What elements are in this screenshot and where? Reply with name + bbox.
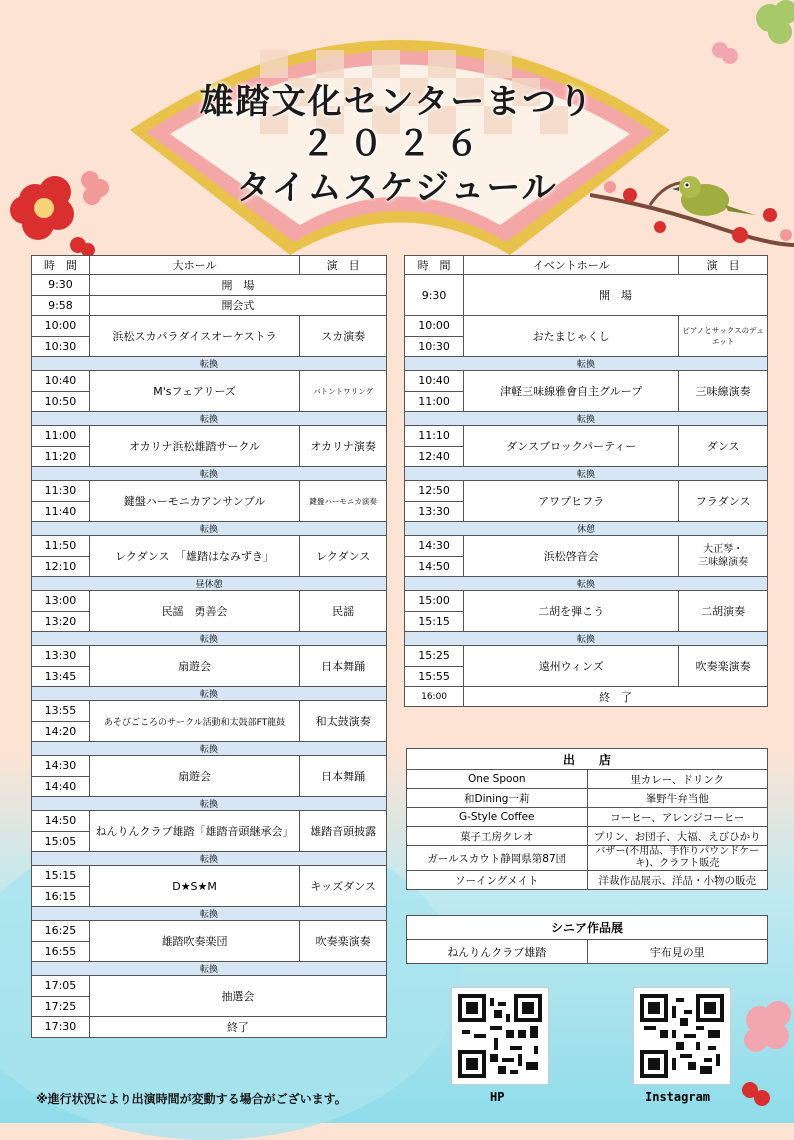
performer-name: 浜松スカパラダイスオーケストラ bbox=[89, 316, 299, 357]
transition-row bbox=[405, 467, 768, 481]
transition-label: 転換 bbox=[405, 357, 768, 371]
start-time: 13:00 bbox=[32, 591, 90, 612]
transition-row bbox=[32, 467, 387, 481]
start-time: 12:50 bbox=[405, 481, 464, 502]
schedule-row bbox=[405, 536, 768, 557]
transition-label: 転換 bbox=[405, 577, 768, 591]
start-time: 13:30 bbox=[32, 646, 90, 667]
performer-name: 扇遊会 bbox=[89, 756, 299, 797]
transition-row bbox=[405, 412, 768, 426]
start-time: 15:25 bbox=[405, 646, 464, 667]
end-time: 12:40 bbox=[405, 446, 464, 467]
transition-label: 転換 bbox=[32, 852, 387, 866]
shop-items: 峯野牛弁当他 bbox=[587, 789, 768, 808]
performer-name: 津軽三味線雅會自主グループ bbox=[464, 371, 679, 412]
shop-row bbox=[407, 871, 768, 890]
start-time: 13:55 bbox=[32, 701, 90, 722]
transition-label: 転換 bbox=[32, 357, 387, 371]
schedule-row bbox=[405, 591, 768, 612]
shop-name: G-Style Coffee bbox=[407, 808, 588, 827]
senior-exhibition-table bbox=[406, 915, 768, 964]
transition-label: 転換 bbox=[32, 742, 387, 756]
start-time: 14:30 bbox=[405, 536, 464, 557]
start-time: 11:30 bbox=[32, 481, 90, 502]
hall-header: 大ホール bbox=[89, 256, 299, 275]
schedule-row bbox=[405, 316, 768, 337]
program-name: 雄踏音頭披露 bbox=[300, 811, 387, 852]
schedule-change-note: ※進行状況により出演時間が変動する場合がございます。 bbox=[36, 1092, 347, 1106]
time-header: 時 間 bbox=[405, 256, 464, 275]
transition-row bbox=[32, 962, 387, 976]
program-name: レクダンス bbox=[300, 536, 387, 577]
start-time: 9:30 bbox=[32, 275, 90, 296]
performer-name: ダンスブロックパーティー bbox=[464, 426, 679, 467]
end-time: 13:30 bbox=[405, 501, 464, 522]
schedule-row bbox=[32, 275, 387, 296]
schedule-row bbox=[32, 701, 387, 722]
transition-row bbox=[32, 687, 387, 701]
performer-name: オカリナ浜松雄踏サークル bbox=[89, 426, 299, 467]
instagram-label: Instagram bbox=[645, 1090, 711, 1104]
program-name: バトントワリング bbox=[300, 371, 387, 412]
performer-name: 雄踏吹奏楽団 bbox=[89, 921, 299, 962]
transition-row bbox=[405, 632, 768, 646]
start-time: 9:58 bbox=[32, 295, 90, 316]
schedule-row bbox=[32, 921, 387, 942]
shop-name: 和Dining一莉 bbox=[407, 789, 588, 808]
transition-label: 転換 bbox=[405, 412, 768, 426]
shop-header-row bbox=[407, 749, 768, 770]
program-name: 三味線演奏 bbox=[679, 371, 768, 412]
end-time: 10:30 bbox=[405, 336, 464, 357]
transition-label: 転換 bbox=[32, 632, 387, 646]
performer-name: 浜松啓音会 bbox=[464, 536, 679, 577]
schedule-row bbox=[405, 426, 768, 447]
start-time: 10:00 bbox=[405, 316, 464, 337]
performer-name: D★S★M bbox=[89, 866, 299, 907]
shop-row bbox=[407, 808, 768, 827]
title-line-2: ２０２６ bbox=[301, 124, 493, 164]
transition-label: 転換 bbox=[32, 797, 387, 811]
shop-items: 里カレー、ドリンク bbox=[587, 770, 768, 789]
instagram-qr-code[interactable] bbox=[633, 987, 731, 1085]
program-name: 日本舞踊 bbox=[300, 646, 387, 687]
schedule-row bbox=[32, 536, 387, 557]
plum-blossoms-right-top bbox=[680, 0, 794, 70]
end-time: 14:50 bbox=[405, 556, 464, 577]
program-name: ピアノとサックスのデュエット bbox=[679, 316, 768, 357]
schedule-row bbox=[405, 481, 768, 502]
end-time: 11:00 bbox=[405, 391, 464, 412]
start-time: 11:50 bbox=[32, 536, 90, 557]
senior-header: シニア作品展 bbox=[407, 916, 768, 940]
start-time: 16:00 bbox=[405, 687, 464, 707]
transition-row bbox=[32, 742, 387, 756]
transition-label: 転換 bbox=[32, 467, 387, 481]
program-name: 民謡 bbox=[300, 591, 387, 632]
plum-blossoms-bottom-right bbox=[720, 990, 794, 1123]
transition-row bbox=[32, 412, 387, 426]
transition-row bbox=[32, 907, 387, 921]
transition-row bbox=[32, 357, 387, 371]
transition-label: 転換 bbox=[32, 687, 387, 701]
start-time: 17:05 bbox=[32, 976, 90, 997]
start-time: 14:30 bbox=[32, 756, 90, 777]
hall-header: イベントホール bbox=[464, 256, 679, 275]
end-time: 15:05 bbox=[32, 831, 90, 852]
shop-name: ソーイングメイト bbox=[407, 871, 588, 890]
schedule-row bbox=[405, 646, 768, 667]
performer-name: 開 場 bbox=[464, 275, 768, 316]
shop-items: プリン、お団子、大福、えびひかり bbox=[587, 827, 768, 846]
start-time: 15:15 bbox=[32, 866, 90, 887]
performer-name: ねんりんクラブ雄踏「雄踏音頭継承会」 bbox=[89, 811, 299, 852]
event-hall-schedule-table bbox=[404, 255, 768, 707]
schedule-row bbox=[32, 591, 387, 612]
main-hall-schedule-table bbox=[31, 255, 387, 1038]
transition-row bbox=[32, 797, 387, 811]
schedule-row bbox=[32, 976, 387, 997]
performer-name: 遠州ウィンズ bbox=[464, 646, 679, 687]
shop-table bbox=[406, 748, 768, 890]
end-time: 12:10 bbox=[32, 556, 90, 577]
shop-name: ガールスカウト静岡県第87団 bbox=[407, 846, 588, 871]
start-time: 11:00 bbox=[32, 426, 90, 447]
performer-name: 抽選会 bbox=[89, 976, 386, 1017]
transition-label: 転換 bbox=[32, 962, 387, 976]
transition-row bbox=[405, 522, 768, 536]
schedule-row bbox=[32, 316, 387, 337]
program-header: 演 目 bbox=[300, 256, 387, 275]
transition-row bbox=[32, 852, 387, 866]
performer-name: 開会式 bbox=[89, 295, 386, 316]
shop-row bbox=[407, 789, 768, 808]
transition-label: 転換 bbox=[405, 632, 768, 646]
start-time: 16:25 bbox=[32, 921, 90, 942]
end-time: 11:40 bbox=[32, 501, 90, 522]
performer-name: 終 了 bbox=[464, 687, 768, 707]
transition-row bbox=[405, 357, 768, 371]
shop-row bbox=[407, 846, 768, 871]
schedule-row bbox=[405, 275, 768, 316]
performer-name: M'sフェアリーズ bbox=[89, 371, 299, 412]
hp-label: HP bbox=[490, 1090, 505, 1104]
start-time: 14:50 bbox=[32, 811, 90, 832]
program-name: 和太鼓演奏 bbox=[300, 701, 387, 742]
end-time: 16:55 bbox=[32, 941, 90, 962]
end-time: 15:15 bbox=[405, 611, 464, 632]
performer-name: 終了 bbox=[89, 1017, 386, 1038]
transition-label: 転換 bbox=[405, 467, 768, 481]
senior-group: ねんりんクラブ雄踏 bbox=[407, 940, 588, 964]
shop-name: One Spoon bbox=[407, 770, 588, 789]
schedule-row bbox=[32, 646, 387, 667]
end-time: 13:45 bbox=[32, 666, 90, 687]
performer-name: 扇遊会 bbox=[89, 646, 299, 687]
title-line-1: 雄踏文化センターまつり bbox=[199, 82, 595, 122]
end-time: 14:40 bbox=[32, 776, 90, 797]
program-name: キッズダンス bbox=[300, 866, 387, 907]
shop-header: 出 店 bbox=[407, 749, 768, 770]
performer-name: レクダンス 「雄踏はなみずき」 bbox=[89, 536, 299, 577]
end-time: 11:20 bbox=[32, 446, 90, 467]
program-name: ダンス bbox=[679, 426, 768, 467]
transition-row bbox=[32, 522, 387, 536]
end-time: 17:25 bbox=[32, 996, 90, 1017]
title-line-3: タイムスケジュール bbox=[236, 168, 558, 208]
program-name: 日本舞踊 bbox=[300, 756, 387, 797]
senior-venue: 宇布見の里 bbox=[587, 940, 768, 964]
start-time: 10:00 bbox=[32, 316, 90, 337]
performer-name: 二胡を弾こう bbox=[464, 591, 679, 632]
schedule-row bbox=[32, 426, 387, 447]
hp-qr-code[interactable] bbox=[451, 987, 549, 1085]
performer-name: おたまじゃくし bbox=[464, 316, 679, 357]
performer-name: あそびごころのサークル活動和太鼓部FT龍鼓 bbox=[89, 701, 299, 742]
header-row bbox=[405, 256, 768, 275]
performer-name: 鍵盤ハーモニカアンサンブル bbox=[89, 481, 299, 522]
transition-label: 転換 bbox=[32, 907, 387, 921]
end-time: 15:55 bbox=[405, 666, 464, 687]
qr-code-icon bbox=[458, 994, 542, 1078]
program-name: 鍵盤ハーモニカ演奏 bbox=[300, 481, 387, 522]
start-time: 17:30 bbox=[32, 1017, 90, 1038]
program-name: 吹奏楽演奏 bbox=[300, 921, 387, 962]
shop-row bbox=[407, 770, 768, 789]
program-header: 演 目 bbox=[679, 256, 768, 275]
transition-row bbox=[32, 632, 387, 646]
start-time: 10:40 bbox=[32, 371, 90, 392]
schedule-row bbox=[32, 1017, 387, 1038]
performer-name: 開 場 bbox=[89, 275, 386, 296]
shop-items: 洋裁作品展示、洋品・小物の販売 bbox=[587, 871, 768, 890]
start-time: 15:00 bbox=[405, 591, 464, 612]
shop-items: コーヒー、アレンジコーヒー bbox=[587, 808, 768, 827]
schedule-row bbox=[405, 687, 768, 707]
shop-row bbox=[407, 827, 768, 846]
start-time: 10:40 bbox=[405, 371, 464, 392]
program-name: 二胡演奏 bbox=[679, 591, 768, 632]
time-header: 時 間 bbox=[32, 256, 90, 275]
program-name: スカ演奏 bbox=[300, 316, 387, 357]
performer-name: 民謡 勇善会 bbox=[89, 591, 299, 632]
program-name: オカリナ演奏 bbox=[300, 426, 387, 467]
transition-label: 休憩 bbox=[405, 522, 768, 536]
start-time: 11:10 bbox=[405, 426, 464, 447]
schedule-row bbox=[32, 811, 387, 832]
schedule-row bbox=[405, 371, 768, 392]
schedule-row bbox=[32, 371, 387, 392]
performer-name: アワプヒフラ bbox=[464, 481, 679, 522]
shop-items: バザー(不用品、手作りパウンドケーキ)、クラフト販売 bbox=[587, 846, 768, 871]
transition-label: 転換 bbox=[32, 412, 387, 426]
end-time: 10:50 bbox=[32, 391, 90, 412]
program-name: 吹奏楽演奏 bbox=[679, 646, 768, 687]
transition-row bbox=[405, 577, 768, 591]
end-time: 10:30 bbox=[32, 336, 90, 357]
program-name: 大正琴・ 三味線演奏 bbox=[679, 536, 768, 577]
schedule-row bbox=[32, 866, 387, 887]
end-time: 14:20 bbox=[32, 721, 90, 742]
end-time: 16:15 bbox=[32, 886, 90, 907]
transition-row bbox=[32, 577, 387, 591]
schedule-row bbox=[32, 481, 387, 502]
schedule-row bbox=[32, 295, 387, 316]
qr-code-icon bbox=[640, 994, 724, 1078]
start-time: 9:30 bbox=[405, 275, 464, 316]
end-time: 13:20 bbox=[32, 611, 90, 632]
transition-label: 転換 bbox=[32, 522, 387, 536]
program-name: フラダンス bbox=[679, 481, 768, 522]
transition-label: 昼休憩 bbox=[32, 577, 387, 591]
shop-name: 菓子工房クレオ bbox=[407, 827, 588, 846]
schedule-row bbox=[32, 756, 387, 777]
header-row bbox=[32, 256, 387, 275]
